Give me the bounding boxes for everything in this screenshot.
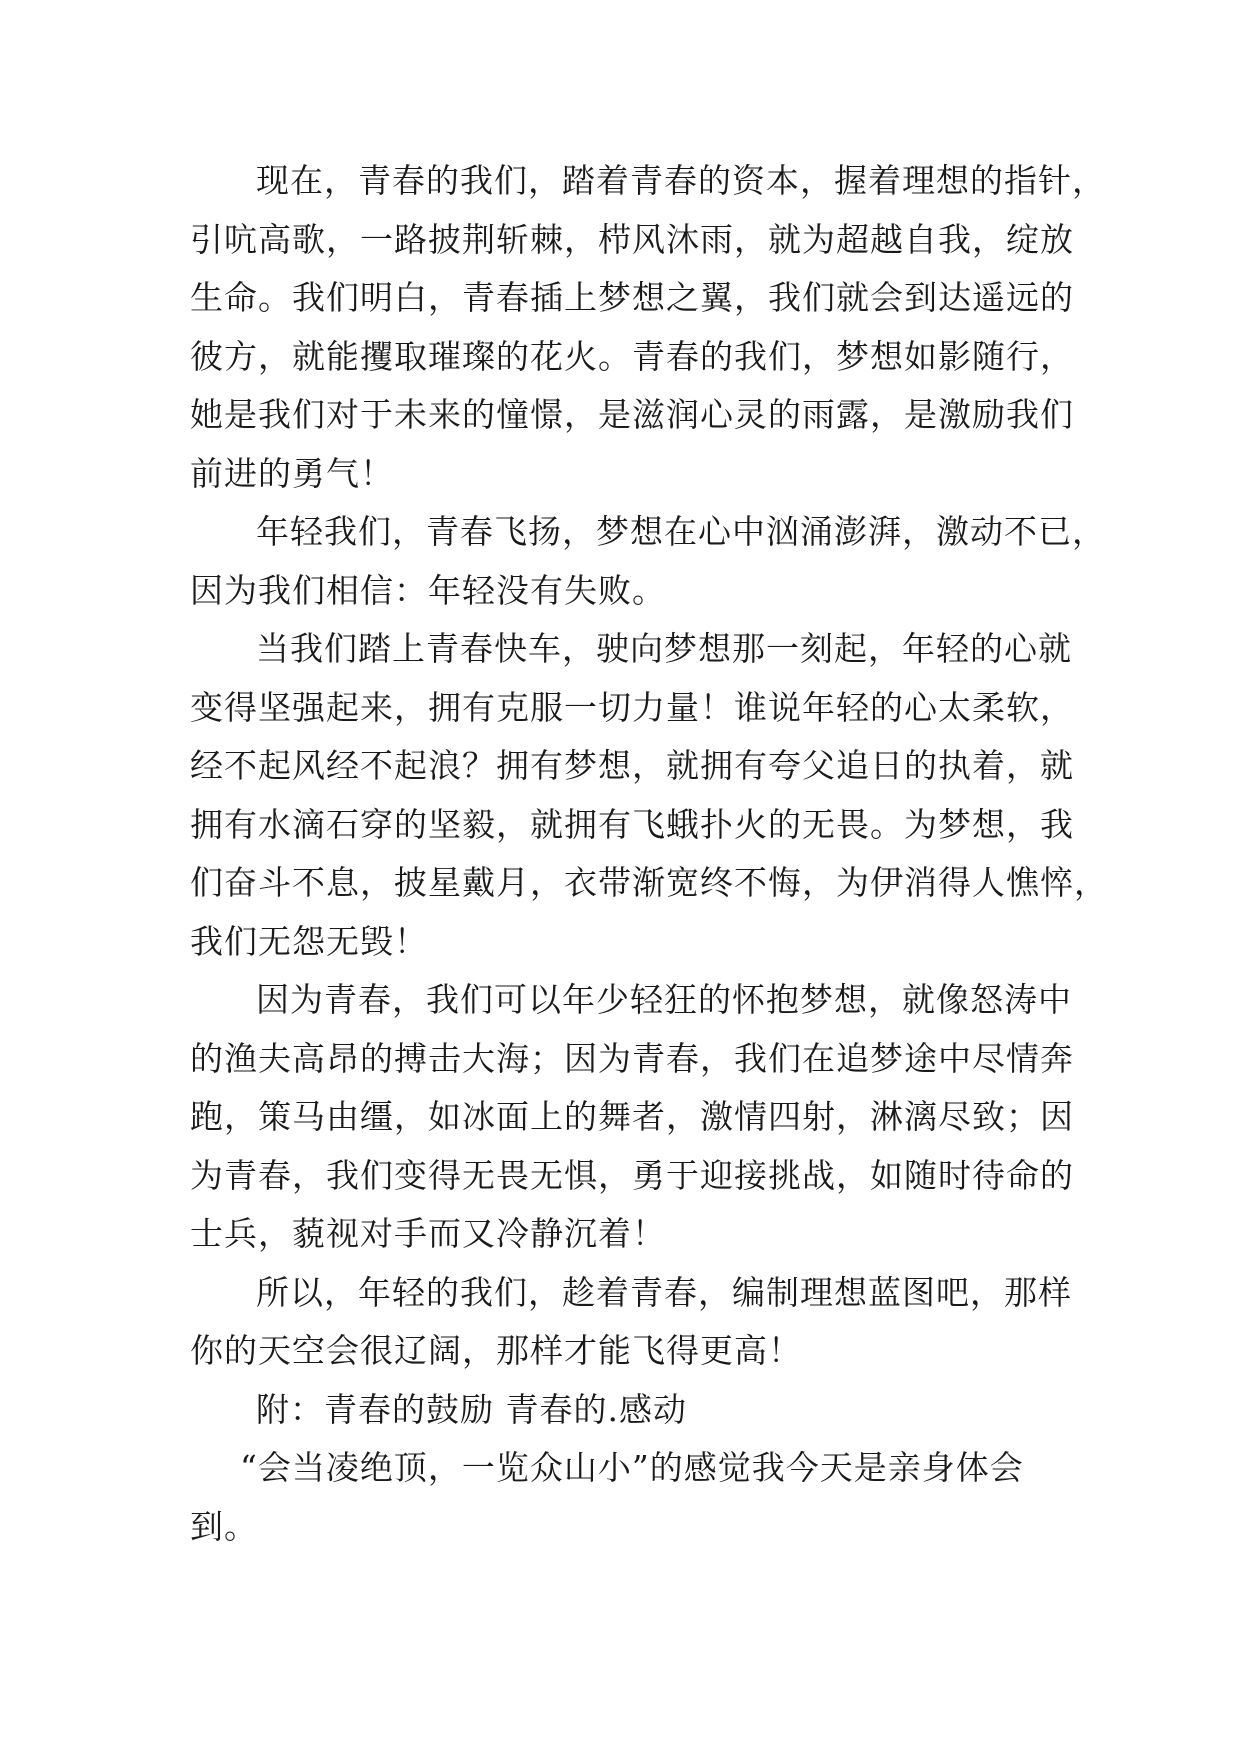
text-line: “会当凌绝顶，一览众山小”的感觉我今天是亲身体会 — [240, 1448, 1024, 1487]
text-line: 我们无怨无毁！ — [190, 921, 428, 961]
appendix-heading — [190, 1381, 1050, 1440]
text-line: 为青春，我们变得无畏无惧，勇于迎接挑战，如随时待命的 — [190, 1155, 1074, 1195]
text-line: 年轻我们，青春飞扬，梦想在心中汹涌澎湃，激动不已， — [256, 512, 1106, 551]
paragraph — [190, 1439, 1050, 1556]
text-line: 生命。我们明白，青春插上梦想之翼，我们就会到达遥远的 — [190, 278, 1074, 317]
text-line: 的渔夫高昂的搏击大海；因为青春，我们在追梦途中尽情奔 — [190, 1038, 1074, 1078]
text-line: 们奋斗不息，披星戴月，衣带渐宽终不悔，为伊消得人憔悴， — [190, 863, 1108, 902]
text-line: 变得坚强起来，拥有克服一切力量！谁说年轻的心太柔软， — [190, 687, 1074, 727]
text-line: 所以，年轻的我们，趁着青春，编制理想蓝图吧，那样 — [256, 1272, 1072, 1312]
text-line: 士兵，藐视对手而又冷静沉着！ — [190, 1214, 666, 1253]
text-line: 因为青春，我们可以年少轻狂的怀抱梦想，就像怒涛中 — [256, 980, 1072, 1019]
document-body — [190, 152, 1108, 1556]
text-line: 彼方，就能攫取璀璨的花火。青春的我们，梦想如影随行， — [190, 336, 1074, 376]
paragraph — [190, 1264, 1072, 1381]
text-line: 你的天空会很辽阔，那样才能飞得更高！ — [190, 1331, 802, 1370]
paragraph — [190, 503, 1106, 620]
paragraph — [190, 971, 1074, 1264]
text-line: 拥有水滴石穿的坚毅，就拥有飞蛾扑火的无畏。为梦想，我 — [190, 804, 1074, 844]
text-line: 引吭高歌，一路披荆斩棘，栉风沐雨，就为超越自我，绽放 — [190, 219, 1074, 259]
text-line: 当我们踏上青春快车，驶向梦想那一刻起，年轻的心就 — [256, 629, 1072, 668]
text-line: 因为我们相信：年轻没有失败。 — [190, 570, 666, 610]
text-line: 到。 — [190, 1506, 258, 1546]
text-line: 经不起风经不起浪？拥有梦想，就拥有夸父追日的执着，就 — [190, 746, 1074, 785]
text-line: 前进的勇气！ — [190, 453, 394, 493]
text-line: 她是我们对于未来的憧憬，是滋润心灵的雨露，是激励我们 — [190, 395, 1074, 434]
text-line: 跑，策马由缰，如冰面上的舞者，激情四射，淋漓尽致；因 — [190, 1097, 1074, 1136]
text-line: 附：青春的鼓励 青春的.感动 — [256, 1389, 687, 1429]
paragraph — [190, 152, 1106, 503]
paragraph — [190, 620, 1108, 971]
text-line: 现在，青春的我们，踏着青春的资本，握着理想的指针， — [256, 161, 1106, 200]
